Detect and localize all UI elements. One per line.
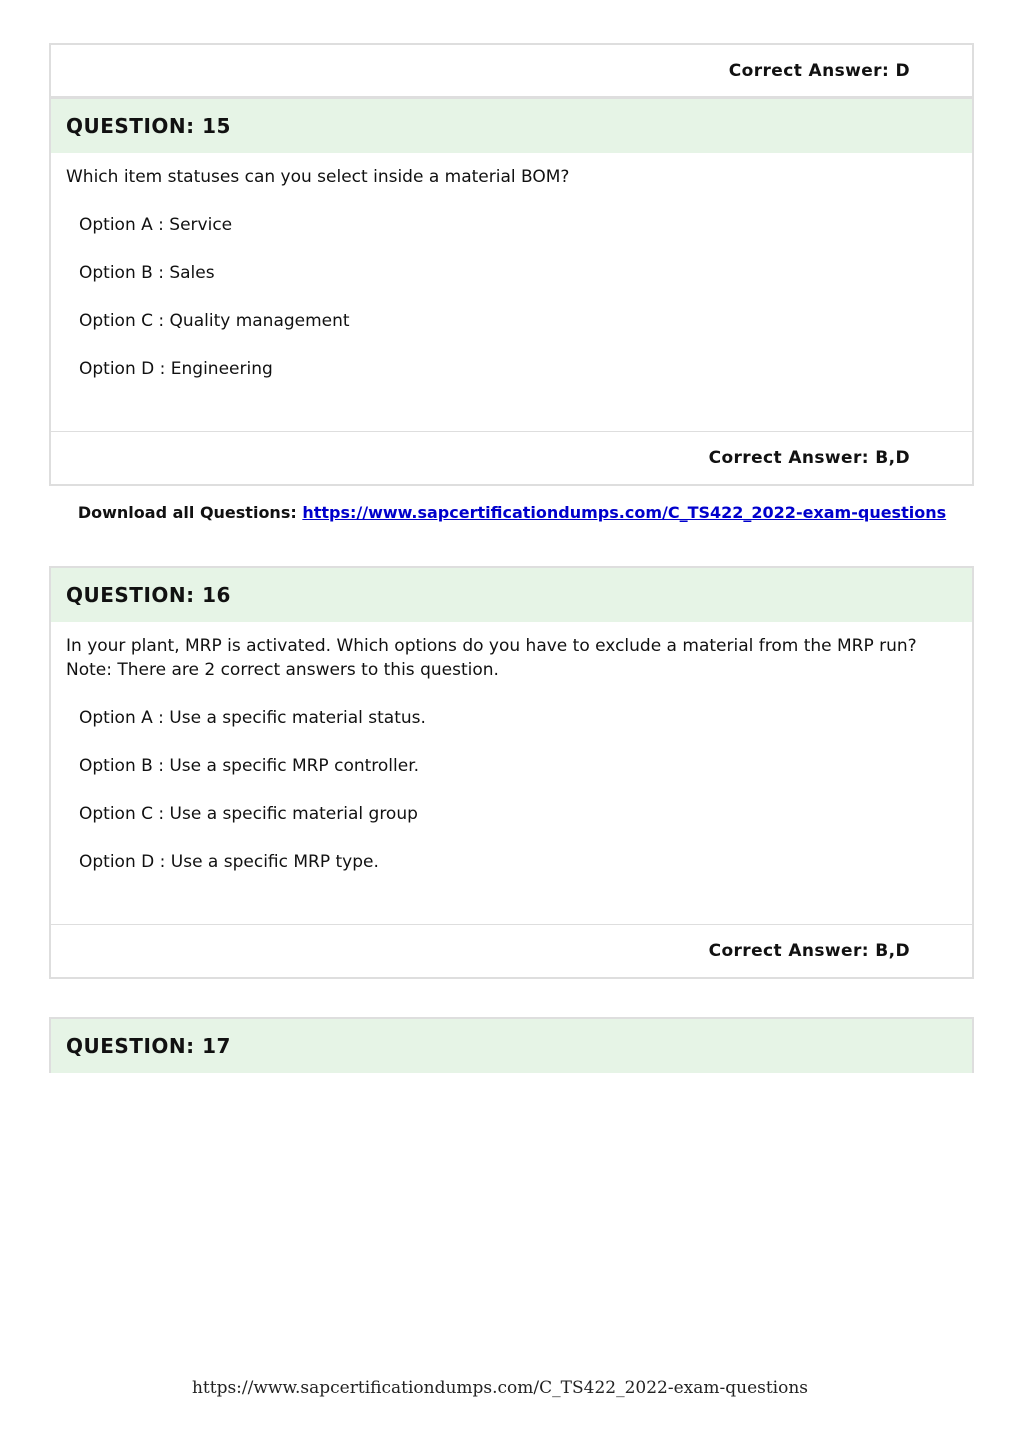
correct-answer-row — [51, 45, 972, 96]
question-header: QUESTION: 17 — [51, 1019, 972, 1073]
option-b: Option B : Sales — [79, 263, 215, 283]
correct-answer-row — [51, 431, 972, 484]
correct-answer-value: B,D — [875, 941, 910, 961]
option-c: Option C : Use a specific material group — [79, 804, 418, 824]
question-header: QUESTION: 16 — [51, 568, 972, 622]
question-14-answer-box — [49, 43, 974, 98]
question-17-card — [49, 1017, 974, 1073]
page-footer-url: https://www.sapcertificationdumps.com/C_TS422_2022-exam-questions — [191, 1378, 809, 1398]
download-line — [0, 503, 1024, 522]
correct-answer-label: Correct Answer: — [708, 448, 869, 468]
option-b: Option B : Use a specific MRP controller. — [79, 756, 420, 776]
question-header: QUESTION: 15 — [51, 99, 972, 153]
option-c: Option C : Quality management — [79, 311, 350, 331]
correct-answer-label: Correct Answer: — [728, 60, 890, 81]
option-a: Option A : Use a specific material status. — [79, 708, 426, 728]
option-d: Option D : Use a specific MRP type. — [79, 852, 379, 872]
question-15-card — [49, 97, 974, 486]
question-body — [51, 153, 972, 431]
correct-answer-row — [51, 924, 972, 977]
option-d: Option D : Engineering — [79, 359, 273, 379]
question-body — [51, 622, 972, 924]
option-a: Option A : Service — [79, 215, 233, 235]
correct-answer-label: Correct Answer: — [708, 941, 869, 961]
question-16-card — [49, 566, 974, 979]
question-text: Which item statuses can you select inside a material BOM? — [66, 167, 570, 187]
download-label: Download all Questions: — [77, 503, 297, 522]
correct-answer-value: B,D — [875, 448, 910, 468]
download-link[interactable]: https://www.sapcertificationdumps.com/C_TS422_2022-exam-questions — [302, 503, 947, 522]
correct-answer-value: D — [895, 60, 910, 81]
question-text: In your plant, MRP is activated. Which options do you have to exclude a material from the MRP run? Note: There are 2 correct answers to this question. — [66, 636, 917, 680]
